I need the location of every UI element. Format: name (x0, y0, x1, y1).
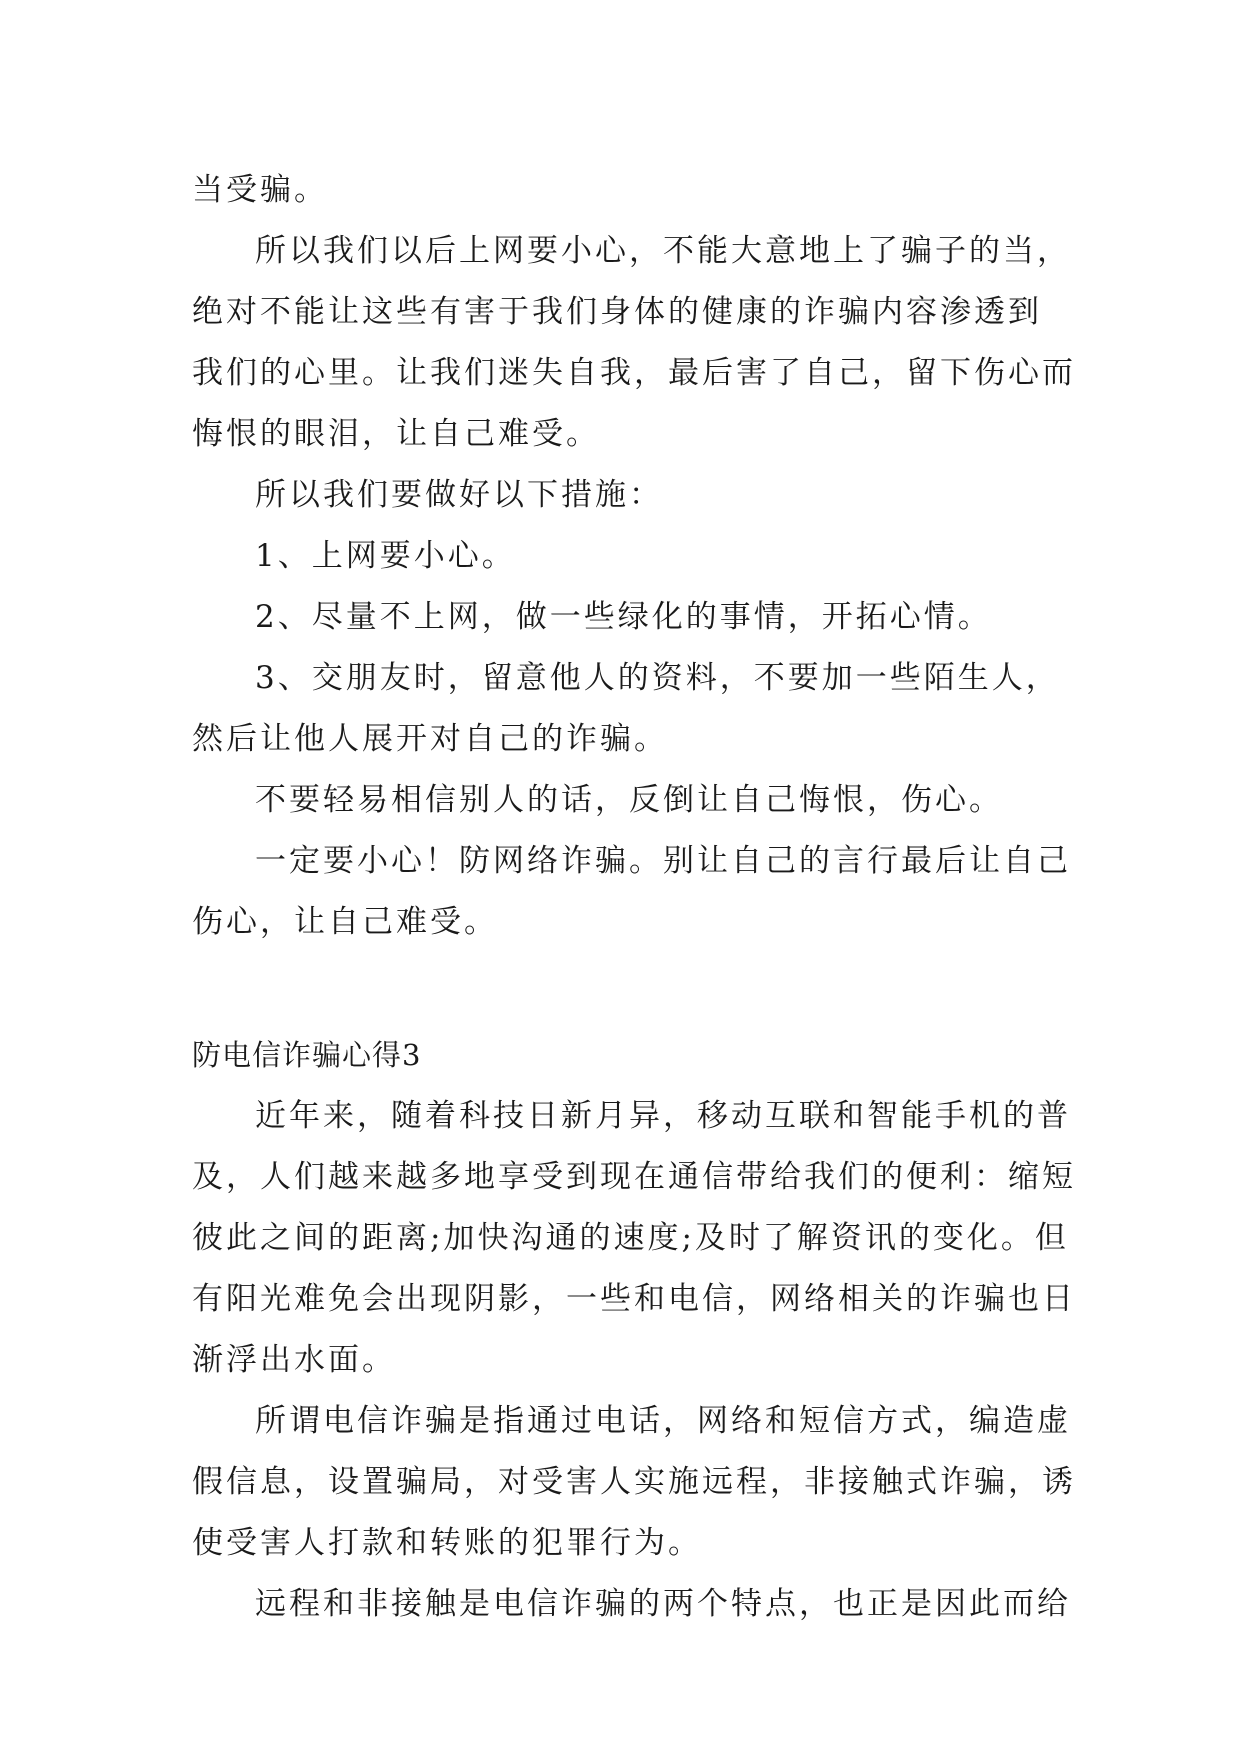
paragraph-line: 然后让他人展开对自己的诈骗。 (192, 721, 668, 757)
paragraph-line: 渐浮出水面。 (192, 1342, 396, 1378)
paragraph-line: 假信息，设置骗局，对受害人实施远程，非接触式诈骗，诱 (192, 1464, 1076, 1500)
list-item: 1、上网要小心。 (255, 538, 516, 574)
paragraph-line: 使受害人打款和转账的犯罪行为。 (192, 1525, 702, 1561)
paragraph-line: 远程和非接触是电信诈骗的两个特点，也正是因此而给 (255, 1586, 1071, 1622)
paragraph-line: 绝对不能让这些有害于我们身体的健康的诈骗内容渗透到 (192, 294, 1042, 330)
section-spacer (192, 953, 1062, 1025)
paragraph-line: 我们的心里。让我们迷失自我，最后害了自己，留下伤心而 (192, 355, 1076, 391)
paragraph-line: 悔恨的眼泪，让自己难受。 (192, 416, 600, 452)
paragraph-line: 一定要小心！防网络诈骗。别让自己的言行最后让自己 (255, 843, 1071, 879)
list-item: 2、尽量不上网，做一些绿化的事情，开拓心情。 (255, 599, 992, 635)
list-item: 3、交朋友时，留意他人的资料，不要加一些陌生人， (255, 660, 1060, 696)
paragraph-line: 当受骗。 (192, 172, 328, 208)
paragraph-line: 伤心，让自己难受。 (192, 904, 498, 940)
paragraph-line: 彼此之间的距离;加快沟通的速度;及时了解资讯的变化。但 (192, 1220, 1069, 1256)
document-body (192, 160, 1076, 1635)
paragraph-line: 所以我们以后上网要小心，不能大意地上了骗子的当， (255, 233, 1071, 269)
paragraph-line: 不要轻易相信别人的话，反倒让自己悔恨，伤心。 (255, 782, 1003, 818)
paragraph-line: 所以我们要做好以下措施： (255, 477, 663, 513)
paragraph-line: 有阳光难免会出现阴影，一些和电信，网络相关的诈骗也日 (192, 1281, 1076, 1317)
paragraph-line: 近年来，随着科技日新月异，移动互联和智能手机的普 (255, 1098, 1071, 1134)
paragraph-line: 及，人们越来越多地享受到现在通信带给我们的便利：缩短 (192, 1159, 1076, 1195)
section-title: 防电信诈骗心得3 (192, 1038, 422, 1072)
paragraph-line: 所谓电信诈骗是指通过电话，网络和短信方式，编造虚 (255, 1403, 1071, 1439)
